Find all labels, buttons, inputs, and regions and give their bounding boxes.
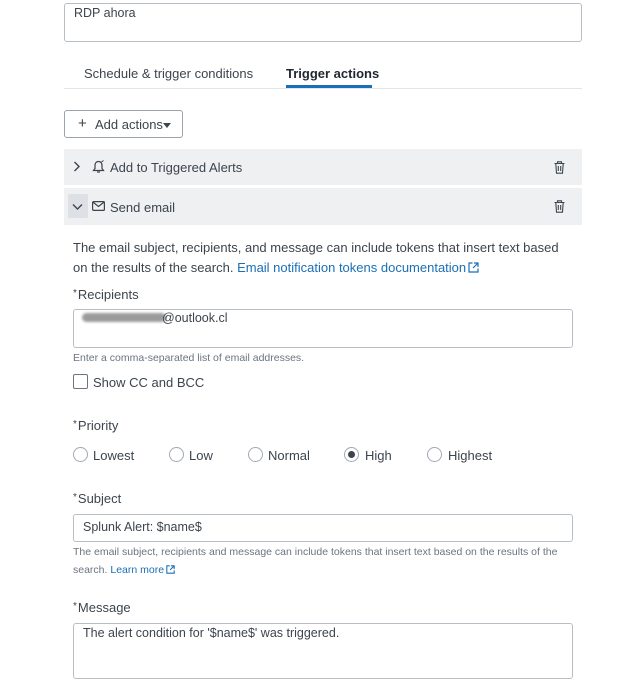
trash-icon[interactable] <box>554 200 565 213</box>
learn-more-link[interactable] <box>110 564 175 576</box>
priority-high-radio[interactable] <box>344 447 359 462</box>
chevron-right-icon[interactable] <box>73 161 81 172</box>
subject-help <box>73 543 573 579</box>
required-mark: * <box>73 288 77 299</box>
subject-input[interactable] <box>73 514 573 542</box>
subject-value: Splunk Alert: $name$ <box>83 520 202 534</box>
show-cc-bcc-checkbox[interactable] <box>73 374 88 389</box>
recipients-label-text: Recipients <box>77 287 139 302</box>
recipients-help: Enter a comma-separated list of email addresses. <box>73 352 305 364</box>
caret-down-icon <box>163 123 171 128</box>
priority-label <box>73 418 118 433</box>
show-cc-bcc-label[interactable]: Show CC and BCC <box>93 375 205 390</box>
tokens-doc-link-label: Email notification tokens documentation <box>237 260 467 275</box>
active-tab-underline <box>286 85 372 88</box>
subject-help-text: The email subject, recipients and message can include tokens that insert text based on the results of the search. <box>73 546 558 576</box>
priority-high-label[interactable]: High <box>365 448 392 463</box>
priority-highest-radio[interactable] <box>427 447 442 462</box>
tab-trigger-actions[interactable] <box>286 66 379 81</box>
message-value: The alert condition for '$name$' was triggered. <box>83 626 340 640</box>
plus-icon: + <box>78 115 87 132</box>
required-mark: * <box>73 601 77 612</box>
email-intro <box>73 238 573 278</box>
chevron-down-icon <box>72 203 83 211</box>
alert-name-field[interactable] <box>64 3 582 42</box>
action-row-add-to-triggered-alerts[interactable] <box>64 149 582 185</box>
priority-low-radio[interactable] <box>169 447 184 462</box>
action-label: Add to Triggered Alerts <box>110 160 243 175</box>
priority-low-label[interactable]: Low <box>189 448 213 463</box>
required-mark: * <box>73 419 77 430</box>
priority-label-text: Priority <box>77 418 119 433</box>
add-actions-label: Add actions <box>95 117 163 132</box>
redacted-email-local-part <box>82 313 166 322</box>
tab-label: Trigger actions <box>286 66 380 81</box>
priority-normal-label[interactable]: Normal <box>268 448 310 463</box>
alert-name-value: RDP ahora <box>74 6 136 20</box>
action-row-send-email[interactable] <box>64 188 582 225</box>
recipients-input[interactable] <box>73 309 573 348</box>
learn-more-label: Learn more <box>110 564 165 576</box>
recipients-value: @outlook.cl <box>162 311 228 325</box>
envelope-icon <box>92 201 105 211</box>
external-link-icon <box>166 565 175 574</box>
priority-highest-label[interactable]: Highest <box>448 448 493 463</box>
tokens-doc-link[interactable] <box>237 260 479 275</box>
priority-lowest-radio[interactable] <box>73 447 88 462</box>
required-mark: * <box>73 492 77 503</box>
recipients-label <box>73 287 139 302</box>
tab-label: Schedule & trigger conditions <box>84 66 254 81</box>
subject-label <box>73 491 121 506</box>
message-label <box>73 600 131 615</box>
priority-normal-radio[interactable] <box>248 447 263 462</box>
collapse-toggle[interactable] <box>68 194 88 218</box>
tab-bar <box>64 60 582 89</box>
action-label: Send email <box>110 200 176 215</box>
message-label-text: Message <box>77 600 131 615</box>
bell-icon <box>92 160 105 174</box>
trash-icon[interactable] <box>554 161 565 174</box>
priority-lowest-label[interactable]: Lowest <box>93 448 135 463</box>
intro-text: The email subject, recipients, and message can include tokens that insert text based on the results of the search. <box>73 240 559 275</box>
subject-label-text: Subject <box>77 491 122 506</box>
external-link-icon <box>468 262 479 273</box>
tab-schedule-trigger-conditions[interactable] <box>84 66 253 81</box>
add-actions-button[interactable] <box>64 110 183 138</box>
message-textarea[interactable] <box>73 623 573 679</box>
